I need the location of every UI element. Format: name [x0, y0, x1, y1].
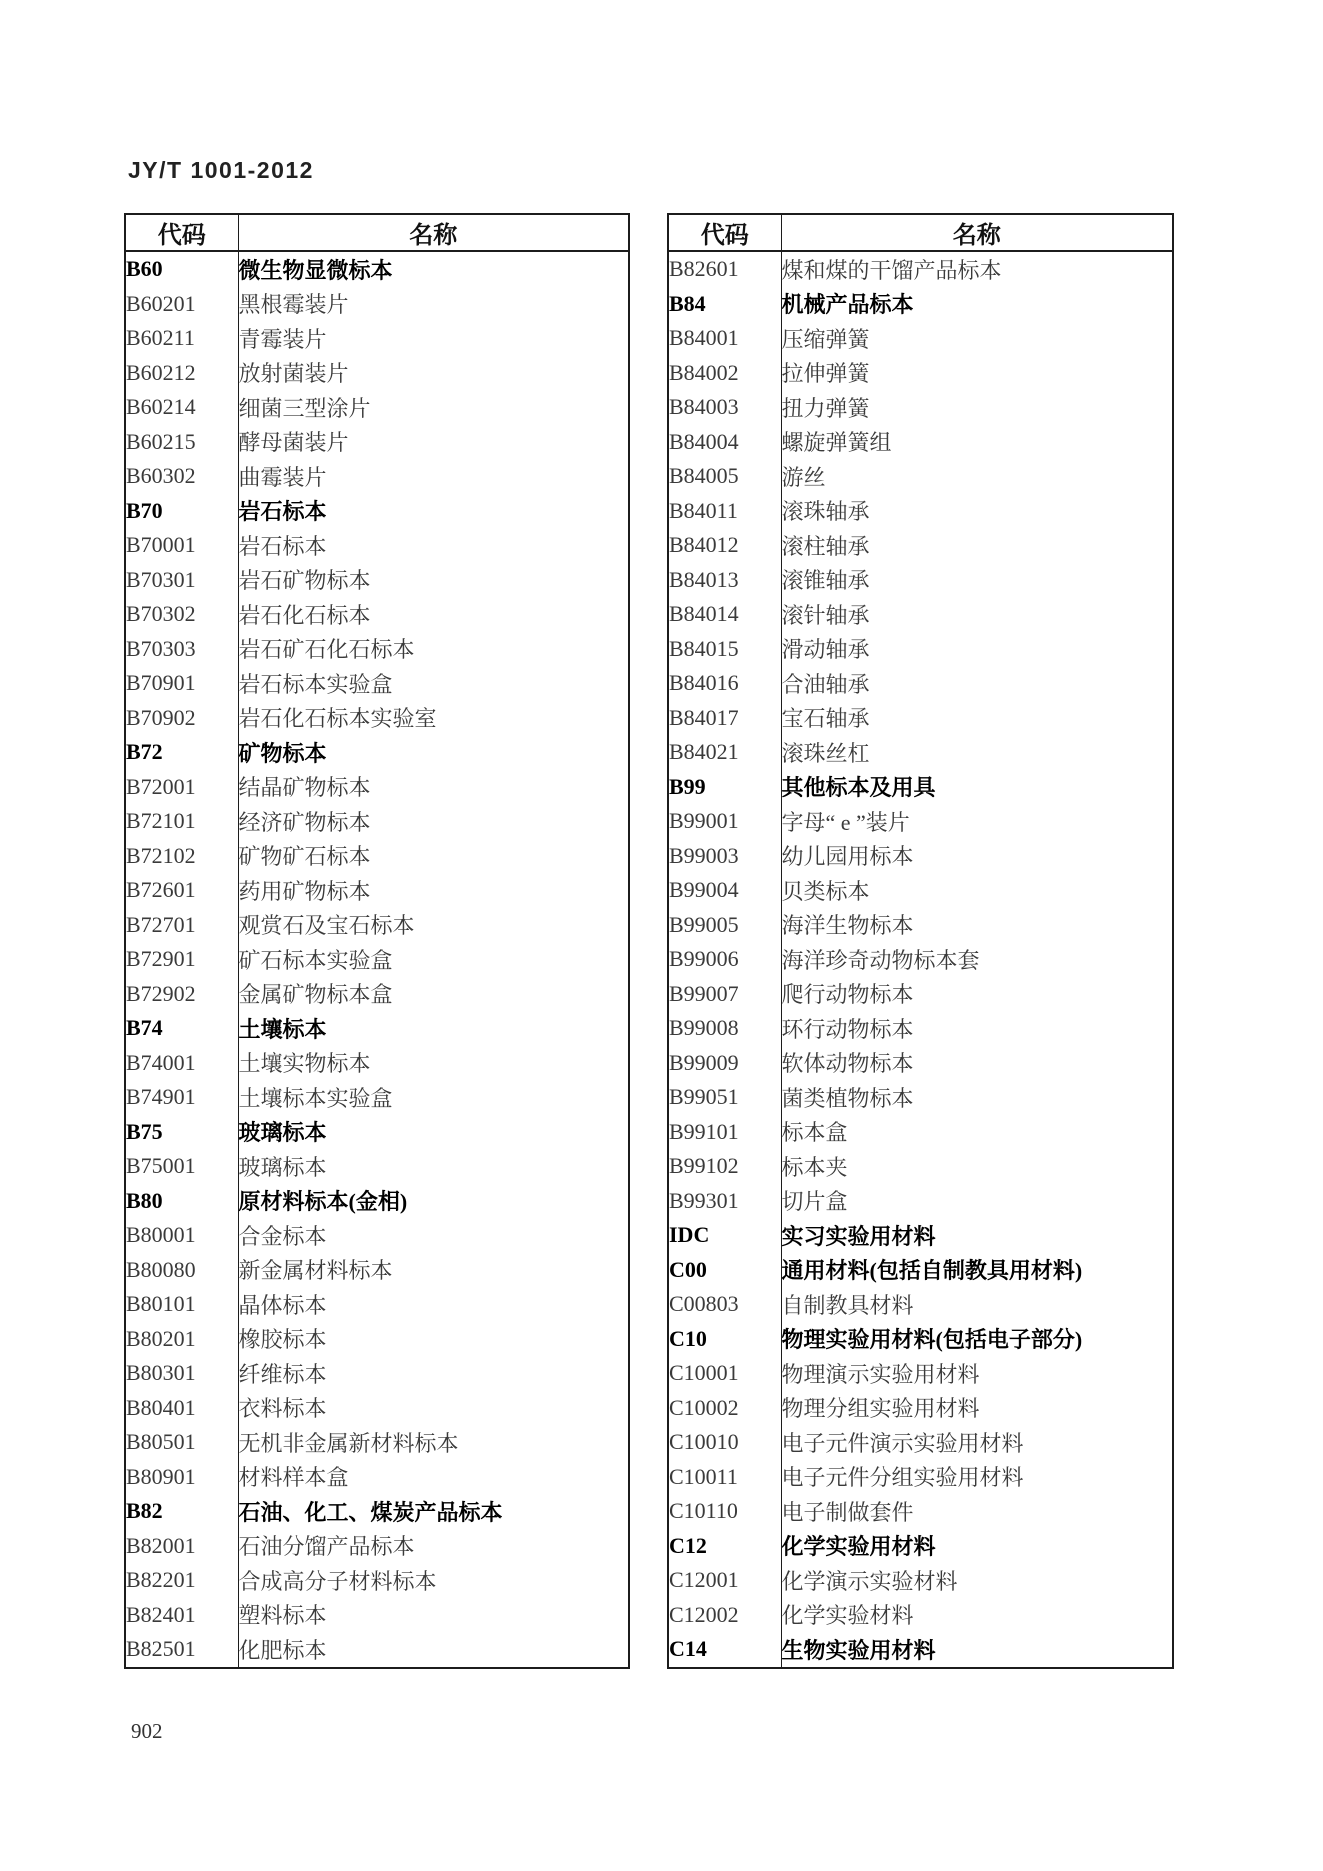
name-cell: 滚针轴承	[781, 602, 870, 628]
code-cell: B60211	[125, 321, 238, 356]
name-cell: 无机非金属新材料标本	[238, 1430, 459, 1456]
table-row	[668, 1322, 1173, 1357]
name-cell: 观赏石及宝石标本	[238, 913, 415, 939]
name-cell: 放射菌装片	[238, 361, 349, 387]
code-cell: B75	[125, 1115, 238, 1150]
name-cell: 字母“ e ”装片	[781, 809, 910, 835]
code-cell: B84005	[668, 459, 781, 494]
name-cell: 螺旋弹簧组	[781, 430, 892, 456]
table-row	[125, 804, 629, 839]
name-cell: 土壤标本	[238, 1016, 327, 1042]
table-row	[668, 1080, 1173, 1115]
code-cell: B84013	[668, 563, 781, 598]
table-row	[668, 1218, 1173, 1253]
code-cell: B84015	[668, 632, 781, 667]
name-cell: 晶体标本	[238, 1292, 327, 1318]
table-row	[668, 597, 1173, 632]
code-cell: B82	[125, 1494, 238, 1529]
table-row	[125, 1184, 629, 1219]
name-cell: 生物实验用材料	[781, 1637, 936, 1663]
name-cell: 幼儿园用标本	[781, 844, 914, 870]
code-cell: C10002	[668, 1391, 781, 1426]
table-row	[668, 1356, 1173, 1391]
table-row	[668, 804, 1173, 839]
table-row	[668, 1011, 1173, 1046]
code-cell: B74901	[125, 1080, 238, 1115]
name-cell: 矿物矿石标本	[238, 844, 371, 870]
table-row	[125, 839, 629, 874]
code-cell: B99005	[668, 908, 781, 943]
table-row	[125, 1011, 629, 1046]
table-row	[668, 1563, 1173, 1598]
table-row	[668, 977, 1173, 1012]
table-row	[125, 425, 629, 460]
table-row	[668, 1184, 1173, 1219]
table-row	[668, 1494, 1173, 1529]
table-row	[125, 563, 629, 598]
table-row	[125, 977, 629, 1012]
code-cell: B84016	[668, 666, 781, 701]
name-cell: 原材料标本(金相)	[238, 1189, 408, 1215]
code-cell: B82601	[668, 251, 781, 287]
name-cell: 海洋珍奇动物标本套	[781, 947, 980, 973]
name-cell: 菌类植物标本	[781, 1085, 914, 1111]
code-cell: B60201	[125, 287, 238, 322]
table-row	[668, 1632, 1173, 1668]
name-cell: 物理实验用材料(包括电子部分)	[781, 1327, 1083, 1353]
table-row	[125, 1460, 629, 1495]
table-row	[668, 356, 1173, 391]
table-row	[668, 1287, 1173, 1322]
name-cell: 塑料标本	[238, 1603, 327, 1629]
name-cell: 滚柱轴承	[781, 533, 870, 559]
code-cell: B70302	[125, 597, 238, 632]
table-row	[668, 666, 1173, 701]
table-row	[668, 1425, 1173, 1460]
code-cell: B60	[125, 251, 238, 287]
name-cell: 经济矿物标本	[238, 809, 371, 835]
name-cell: 自制教具材料	[781, 1292, 914, 1318]
name-cell: 通用材料(包括自制教具用材料)	[781, 1258, 1083, 1284]
name-cell: 软体动物标本	[781, 1051, 914, 1077]
name-cell: 土壤标本实验盒	[238, 1085, 393, 1111]
page-number: 902	[131, 1719, 163, 1743]
table-row	[125, 390, 629, 425]
name-cell: 石油分馏产品标本	[238, 1534, 415, 1560]
table-row	[125, 701, 629, 736]
code-cell: B99008	[668, 1011, 781, 1046]
code-cell: B99101	[668, 1115, 781, 1150]
name-cell: 青霉装片	[238, 326, 327, 352]
table-row	[125, 666, 629, 701]
table-row	[668, 425, 1173, 460]
code-cell: B99102	[668, 1149, 781, 1184]
code-cell: B70303	[125, 632, 238, 667]
code-cell: B84021	[668, 735, 781, 770]
code-cell: C10011	[668, 1460, 781, 1495]
right-table-header	[668, 214, 1173, 251]
code-cell: B72101	[125, 804, 238, 839]
name-cell: 化学实验用材料	[781, 1534, 936, 1560]
name-cell: 岩石标本	[238, 499, 327, 525]
name-cell: 滚珠轴承	[781, 499, 870, 525]
code-cell: C12001	[668, 1563, 781, 1598]
name-cell: 宝石轴承	[781, 706, 870, 732]
code-cell: B70902	[125, 701, 238, 736]
name-cell: 滑动轴承	[781, 637, 870, 663]
table-row	[125, 632, 629, 667]
table-row	[125, 1529, 629, 1564]
table-row	[668, 701, 1173, 736]
table-row	[668, 494, 1173, 529]
code-cell: B84011	[668, 494, 781, 529]
name-cell: 合金标本	[238, 1223, 327, 1249]
table-row	[668, 390, 1173, 425]
code-cell: B84003	[668, 390, 781, 425]
table-row	[668, 563, 1173, 598]
table-row	[125, 528, 629, 563]
code-cell: B60214	[125, 390, 238, 425]
name-cell: 细菌三型涂片	[238, 395, 371, 421]
table-row	[125, 1046, 629, 1081]
name-cell: 标本夹	[781, 1154, 848, 1180]
name-cell: 电子元件演示实验用材料	[781, 1430, 1024, 1456]
table-row	[125, 1494, 629, 1529]
code-cell: B99007	[668, 977, 781, 1012]
name-cell: 材料样本盒	[238, 1465, 349, 1491]
code-cell: C12002	[668, 1598, 781, 1633]
table-row	[125, 1287, 629, 1322]
table-row	[125, 1218, 629, 1253]
table-row	[668, 1460, 1173, 1495]
code-cell: C12	[668, 1529, 781, 1564]
name-cell: 药用矿物标本	[238, 878, 371, 904]
code-table-right	[667, 213, 1174, 1669]
table-row	[125, 873, 629, 908]
name-cell: 压缩弹簧	[781, 326, 870, 352]
code-cell: C10010	[668, 1425, 781, 1460]
header-row	[668, 214, 1173, 251]
name-cell: 金属矿物标本盒	[238, 982, 393, 1008]
name-cell: 黑根霉装片	[238, 292, 349, 318]
name-cell: 滚珠丝杠	[781, 740, 870, 766]
name-cell: 橡胶标本	[238, 1327, 327, 1353]
table-row	[668, 1529, 1173, 1564]
name-cell: 贝类标本	[781, 878, 870, 904]
code-cell: B84001	[668, 321, 781, 356]
code-cell: C10110	[668, 1494, 781, 1529]
name-cell: 其他标本及用具	[781, 775, 936, 801]
code-cell: B80001	[125, 1218, 238, 1253]
table-row	[668, 1046, 1173, 1081]
code-cell: C10001	[668, 1356, 781, 1391]
code-cell: B84014	[668, 597, 781, 632]
code-cell: B80401	[125, 1391, 238, 1426]
table-row	[668, 839, 1173, 874]
name-cell: 物理分组实验用材料	[781, 1396, 980, 1422]
code-cell: B70	[125, 494, 238, 529]
name-cell: 矿石标本实验盒	[238, 947, 393, 973]
name-cell: 岩石化石标本	[238, 602, 371, 628]
code-cell: B99051	[668, 1080, 781, 1115]
table-row	[668, 321, 1173, 356]
table-row	[125, 287, 629, 322]
table-row	[125, 1356, 629, 1391]
table-row	[668, 251, 1173, 287]
name-cell: 游丝	[781, 464, 826, 490]
code-cell: B72102	[125, 839, 238, 874]
name-cell: 煤和煤的干馏产品标本	[781, 257, 1002, 283]
code-cell: B70301	[125, 563, 238, 598]
table-row	[125, 942, 629, 977]
code-cell: C14	[668, 1632, 781, 1668]
name-cell: 岩石矿物标本	[238, 568, 371, 594]
name-cell: 化学实验材料	[781, 1603, 914, 1629]
table-row	[125, 494, 629, 529]
code-cell: B70001	[125, 528, 238, 563]
name-cell: 纤维标本	[238, 1361, 327, 1387]
table-row	[125, 1115, 629, 1150]
code-cell: B74001	[125, 1046, 238, 1081]
name-cell: 岩石标本实验盒	[238, 671, 393, 697]
code-cell: B70901	[125, 666, 238, 701]
name-cell: 玻璃标本	[238, 1120, 327, 1146]
header-row	[125, 214, 629, 251]
code-cell: B60212	[125, 356, 238, 391]
code-cell: B84	[668, 287, 781, 322]
name-cell: 化肥标本	[238, 1637, 327, 1663]
code-cell: B80101	[125, 1287, 238, 1322]
table-row	[125, 1598, 629, 1633]
left-table-body	[125, 251, 629, 1668]
name-cell: 岩石矿石化石标本	[238, 637, 415, 663]
name-cell: 机械产品标本	[781, 292, 914, 318]
table-row	[125, 459, 629, 494]
table-row	[125, 735, 629, 770]
name-cell: 结晶矿物标本	[238, 775, 371, 801]
code-cell: IDC	[668, 1218, 781, 1253]
code-cell: B60302	[125, 459, 238, 494]
table-row	[668, 1598, 1173, 1633]
code-cell: B80301	[125, 1356, 238, 1391]
column-header-code: 代码	[668, 214, 781, 251]
column-header-code: 代码	[125, 214, 238, 251]
table-row	[668, 1115, 1173, 1150]
table-row	[668, 1391, 1173, 1426]
code-cell: B82401	[125, 1598, 238, 1633]
code-cell: B72	[125, 735, 238, 770]
code-cell: B74	[125, 1011, 238, 1046]
table-row	[125, 251, 629, 287]
name-cell: 石油、化工、煤炭产品标本	[238, 1499, 503, 1525]
table-row	[125, 1149, 629, 1184]
name-cell: 物理演示实验用材料	[781, 1361, 980, 1387]
table-row	[668, 770, 1173, 805]
name-cell: 标本盒	[781, 1120, 848, 1146]
name-cell: 矿物标本	[238, 740, 327, 766]
table-row	[668, 942, 1173, 977]
table-row	[125, 1632, 629, 1668]
name-cell: 拉伸弹簧	[781, 361, 870, 387]
code-cell: B72902	[125, 977, 238, 1012]
code-cell: B84012	[668, 528, 781, 563]
name-cell: 酵母菌装片	[238, 430, 349, 456]
name-cell: 合成高分子材料标本	[238, 1568, 437, 1594]
code-cell: B80901	[125, 1460, 238, 1495]
code-cell: B99004	[668, 873, 781, 908]
name-cell: 滚锥轴承	[781, 568, 870, 594]
code-cell: B84004	[668, 425, 781, 460]
table-row	[125, 1391, 629, 1426]
right-table-body	[668, 251, 1173, 1668]
code-cell: B82001	[125, 1529, 238, 1564]
table-row	[125, 908, 629, 943]
name-cell: 衣料标本	[238, 1396, 327, 1422]
table-row	[125, 1322, 629, 1357]
name-cell: 新金属材料标本	[238, 1258, 393, 1284]
table-row	[668, 632, 1173, 667]
name-cell: 环行动物标本	[781, 1016, 914, 1042]
name-cell: 微生物显微标本	[238, 257, 393, 283]
name-cell: 电子元件分组实验用材料	[781, 1465, 1024, 1491]
code-cell: B82201	[125, 1563, 238, 1598]
code-cell: B80201	[125, 1322, 238, 1357]
name-cell: 切片盒	[781, 1189, 848, 1215]
table-row	[125, 321, 629, 356]
name-cell: 岩石标本	[238, 533, 327, 559]
table-row	[125, 1253, 629, 1288]
name-cell: 岩石化石标本实验室	[238, 706, 437, 732]
code-cell: C10	[668, 1322, 781, 1357]
table-row	[668, 1253, 1173, 1288]
code-cell: B99301	[668, 1184, 781, 1219]
code-cell: B99003	[668, 839, 781, 874]
code-cell: C00803	[668, 1287, 781, 1322]
column-header-name: 名称	[238, 214, 629, 251]
code-cell: B80080	[125, 1253, 238, 1288]
code-cell: B80501	[125, 1425, 238, 1460]
code-cell: B99001	[668, 804, 781, 839]
code-cell: B84002	[668, 356, 781, 391]
name-cell: 玻璃标本	[238, 1154, 327, 1180]
column-header-name: 名称	[781, 214, 1173, 251]
name-cell: 曲霉装片	[238, 464, 327, 490]
code-cell: B72901	[125, 942, 238, 977]
name-cell: 电子制做套件	[781, 1499, 914, 1525]
table-row	[668, 287, 1173, 322]
code-cell: B82501	[125, 1632, 238, 1668]
code-cell: B72601	[125, 873, 238, 908]
code-cell: B75001	[125, 1149, 238, 1184]
code-cell: C00	[668, 1253, 781, 1288]
table-row	[125, 1080, 629, 1115]
table-row	[668, 873, 1173, 908]
code-cell: B60215	[125, 425, 238, 460]
table-row	[668, 459, 1173, 494]
name-cell: 爬行动物标本	[781, 982, 914, 1008]
name-cell: 扭力弹簧	[781, 395, 870, 421]
standard-number: JY/T 1001-2012	[128, 157, 314, 183]
table-row	[668, 1149, 1173, 1184]
name-cell: 土壤实物标本	[238, 1051, 371, 1077]
table-row	[125, 1563, 629, 1598]
table-row	[125, 597, 629, 632]
code-cell: B80	[125, 1184, 238, 1219]
code-cell: B84017	[668, 701, 781, 736]
table-row	[668, 908, 1173, 943]
name-cell: 化学演示实验材料	[781, 1568, 958, 1594]
code-cell: B72701	[125, 908, 238, 943]
code-cell: B99	[668, 770, 781, 805]
name-cell: 合油轴承	[781, 671, 870, 697]
left-table-header	[125, 214, 629, 251]
table-row	[125, 1425, 629, 1460]
code-cell: B99009	[668, 1046, 781, 1081]
name-cell: 实习实验用材料	[781, 1223, 936, 1249]
table-row	[125, 770, 629, 805]
code-cell: B99006	[668, 942, 781, 977]
code-table-left	[124, 213, 630, 1669]
name-cell: 海洋生物标本	[781, 913, 914, 939]
table-row	[668, 735, 1173, 770]
code-cell: B72001	[125, 770, 238, 805]
table-row	[668, 528, 1173, 563]
table-row	[125, 356, 629, 391]
